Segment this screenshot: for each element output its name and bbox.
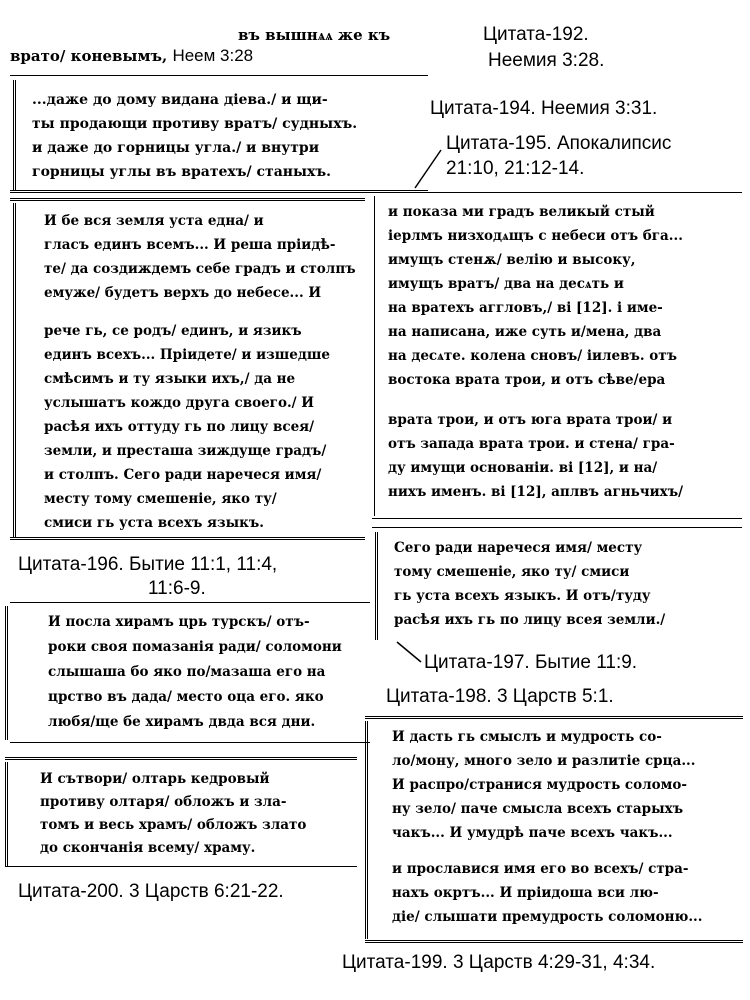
quote-196-box	[13, 203, 365, 537]
quote-199-text-b: и прославися имя его во всехъ/ стра- нахъ окртъ... И пріидоша вси лю- діе/ слышати премудрость соломоню...	[392, 861, 703, 925]
quote-199-text-a: И дасть гь смыслъ и мудрость со- ло/мону, много зело и разлитіе срца... И распро/странися мудрость соломо- ну зело/ паче смысла всехъ старыхъ чакъ... И умудрѣ паче всехъ чакъ...	[392, 729, 696, 841]
quote-195-text-a: и показа ми градъ великый стый іерлмъ низходѧщъ с небеси отъ бга... имущъ стенѫ/ велію и высоку, имущъ вратъ/ два на десѧть и на вратехъ аггловъ,/ ві [12]. і име- на написана, иже суть и/мена, два на десѧте. колена сновъ/ іилевъ. отъ востока врата трои, и отъ сѣве/ера	[388, 204, 683, 388]
divider	[372, 192, 742, 193]
quote-194-text: ...даже до дому видана діева./ и щи- ты продающи противу вратъ/ судныхъ. и даже до горницы угла./ и внутри горницы углы въ вратехъ/ станыхъ.	[32, 92, 358, 180]
divider	[5, 757, 357, 760]
quote-192-ref: Неем 3:28	[172, 46, 254, 65]
caption-198: Цитата-198. 3 Царств 5:1.	[386, 686, 614, 707]
quote-192-left-line	[10, 46, 253, 66]
caption-192-line1: Цитата-192.	[483, 24, 589, 45]
quote-192-top-text: въ вышнѧѧ же къ	[238, 26, 391, 44]
caption-197: Цитата-197. Бытие 11:9.	[424, 652, 638, 673]
quote-200-box	[5, 762, 357, 866]
quote-197-box	[375, 532, 741, 640]
quote-200-text: И сътвори/ олтарь кедровый противу олтаря/ обложъ и зла- томъ и весь храмъ/ обложъ злато до скончанія всему/ храму.	[40, 771, 307, 856]
quote-195-box	[378, 196, 744, 516]
divider	[10, 190, 428, 193]
divider	[10, 537, 365, 540]
quote-197-text: Сего ради наречеся имя/ месту тому смешеніе, яко ту/ смиси гь уста всехъ языкъ. И отъ/туду расѣя ихъ гь по лицу всея земли./	[394, 540, 666, 628]
divider	[5, 866, 357, 867]
quote-198-box	[5, 606, 371, 740]
divider	[10, 75, 428, 76]
quote-195-text-b: врата трои, и отъ юга врата трои/ и отъ запада врата трои. и стена/ гра- ду имущи основаніи. ві [12], и на/ нихъ именъ. ві [12], аплвъ агньчихъ/	[388, 412, 684, 500]
quote-192-text: врато/ коневымъ,	[10, 47, 173, 65]
caption-194: Цитата-194. Неемия 3:31.	[430, 98, 658, 119]
divider	[374, 196, 375, 516]
caption-195-line1: Цитата-195. Апокалипсис	[446, 133, 672, 154]
caption-197-pointer	[395, 640, 425, 664]
divider	[372, 527, 742, 528]
divider	[10, 198, 365, 201]
caption-195-line2: 21:10, 21:12-14.	[446, 158, 585, 179]
caption-192-line2: Неемия 3:28.	[488, 50, 605, 71]
divider	[10, 602, 370, 603]
caption-196-line2: 11:6-9.	[148, 578, 206, 599]
caption-196-line1: Цитата-196. Бытие 11:1, 11:4,	[18, 554, 278, 575]
quote-199-box	[365, 721, 743, 939]
divider	[365, 716, 743, 719]
divider	[10, 742, 370, 743]
quote-196-text-a: И бе вся земля уста една/ и гласъ единъ всемъ... И реша пріидѣ- те/ да создиждемъ себе градъ и столпъ емуже/ будетъ верхъ до небесе... И	[44, 213, 356, 301]
divider	[365, 940, 743, 943]
quote-194-box	[13, 80, 425, 190]
quote-198-text: И посла хирамъ црь турскъ/ отъ- роки своя помазанія ради/ соломони слышаша бо яко по/мазаша его на црство въ дада/ место оца его. яко любя/ще бе хирамъ двда вся дни.	[48, 614, 342, 730]
quote-196-text-b: рече гь, се родъ/ единъ, и язикъ единъ всехъ... Пріидете/ и изшедше смѣсимъ и ту языки ихъ,/ да не услышатъ кождо друга своего./ И расѣя ихъ оттуду гь по лицу всея/ земли, и престаша зиждуще градъ/ и столпъ. Сего ради наречеся имя/ месту тому смешеніе, яко ту/ смиси гь уста всехъ языкъ.	[44, 323, 330, 531]
caption-200: Цитата-200. 3 Царств 6:21-22.	[18, 881, 284, 902]
caption-195-pointer	[395, 148, 445, 190]
caption-199: Цитата-199. 3 Царств 4:29-31, 4:34.	[342, 952, 656, 973]
divider	[372, 518, 742, 519]
